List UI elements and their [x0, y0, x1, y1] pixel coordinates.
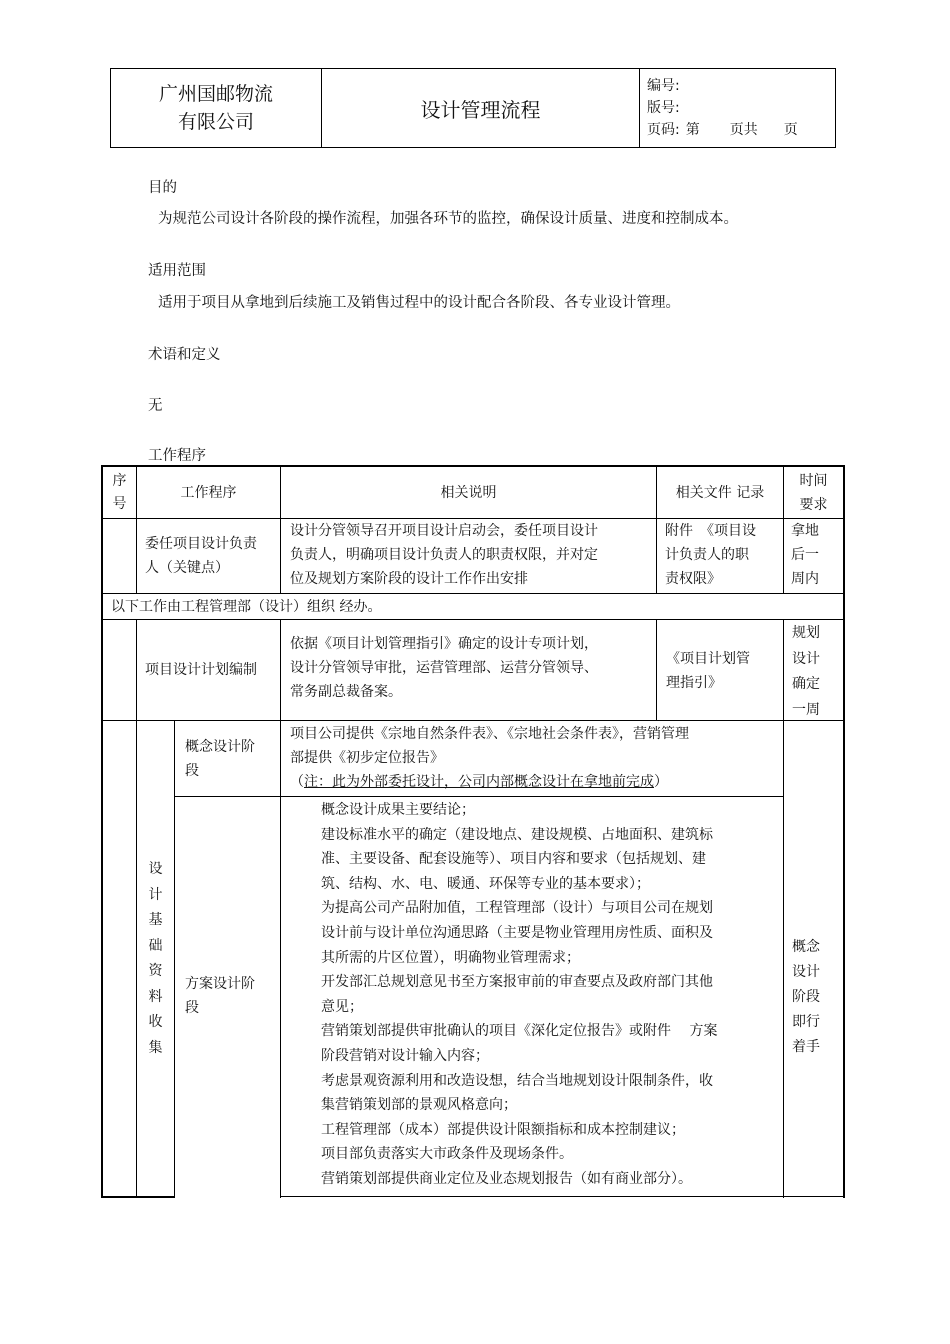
- header-time: [784, 467, 843, 518]
- row1-docs: [665, 519, 783, 591]
- row2-docs-line2: 理指引》: [666, 675, 722, 691]
- row1-procedure: [145, 519, 280, 593]
- row4-stage-line2: 段: [185, 1000, 199, 1016]
- row1-time-line1: 拿地: [791, 523, 819, 539]
- group-label-char5: 资: [148, 963, 163, 979]
- company-name-line1: 广州国邮物流: [158, 83, 273, 105]
- row1-description-line3: 位及规划方案阶段的设计工作作出安排: [290, 571, 528, 587]
- row4-description-line8: 开发部汇总规划意见书至方案报审前的审查要点及政府部门其他: [321, 974, 713, 991]
- row2-time-line1: 规划: [792, 625, 820, 641]
- row4-description-line2: 建设标准水平的确定（建设地点、建设规模、占地面积、建筑标: [321, 826, 713, 843]
- group-label-char8: 集: [148, 1039, 163, 1056]
- row2-description-line1: 依据《项目计划管理指引》确定的设计专项计划，: [290, 636, 598, 652]
- row3-note: [290, 770, 784, 794]
- company-name-line2: 有限公司: [177, 111, 254, 133]
- row3-description-line1: 项目公司提供《宗地自然条件表》、《宗地社会条件表》，营销管理: [290, 726, 689, 742]
- table-border-right: [843, 465, 845, 1198]
- row4-time-line4: 即行: [792, 1014, 820, 1030]
- row4-time-line5: 着手: [792, 1039, 820, 1055]
- purpose-title: 目的: [148, 180, 177, 196]
- row4-description-line6: 设计前与设计单位沟通思路（主要是物业管理用房性质、面积及: [321, 924, 713, 941]
- row4-description-line1: 概念设计成果主要结论；: [321, 802, 475, 818]
- purpose-text: 为规范公司设计各阶段的操作流程，加强各环节的监控，确保设计质量、进度和控制成本。: [158, 211, 738, 227]
- company-name: [111, 69, 322, 147]
- row4-description: [321, 798, 783, 1192]
- page-info: [647, 119, 832, 141]
- row4-description-line4: 筑、结构、水、电、暖通、环保等专业的基本要求）；: [321, 875, 650, 892]
- header-time-line2: 要求: [799, 496, 828, 513]
- row4-stage-line1: 方案设计阶: [185, 976, 255, 992]
- group-label-design-data-collection: [137, 857, 174, 1061]
- group-label-char6: 料: [148, 988, 163, 1005]
- col-line-group: [174, 721, 175, 1198]
- group-label-char4: 础: [148, 937, 163, 954]
- col-line-doc-b: [783, 620, 784, 1198]
- row2-procedure: 项目设计计划编制: [145, 662, 257, 678]
- procedure-table: [101, 465, 845, 1198]
- row2-time-line2: 设计: [792, 650, 820, 667]
- row4-description-line7: 其所需的片区位置），明确物业管理需求；: [321, 949, 580, 966]
- row1-description-line1: 设计分管领导召开项目设计启动会，委任项目设计: [290, 523, 598, 539]
- header-seq-line1: 序: [112, 472, 127, 489]
- row3-description: [290, 722, 784, 794]
- row1-time-line2: 后一: [791, 547, 819, 563]
- group-label-char1: 设: [148, 861, 163, 877]
- row2-description-line3: 常务副总裁备案。: [290, 684, 402, 700]
- table-border-bottom-left: [101, 1196, 174, 1198]
- note-row: 以下工作由工程管理部（设计）组织 经办。: [111, 598, 382, 615]
- row2-time-line4: 一周: [792, 701, 820, 718]
- row4-time-line1: 概念: [792, 939, 820, 955]
- row1-time: [791, 519, 843, 591]
- row4-description-line11: 阶段营销对设计输入内容；: [321, 1047, 489, 1064]
- page-ye: 页: [783, 122, 798, 138]
- row1-time-line3: 周内: [791, 571, 819, 587]
- row4-stage: [185, 972, 280, 1020]
- row4-time: [792, 935, 843, 1060]
- terms-text: 无: [148, 398, 163, 414]
- row4-description-line10: 营销策划部提供审批确认的项目《深化定位报告》或附件 方案: [321, 1023, 718, 1040]
- col-line-proc-b: [280, 620, 281, 1198]
- code-label: 编号:: [647, 78, 680, 94]
- row1-procedure-line2: 人（关键点）: [145, 560, 229, 576]
- document-title: 设计管理流程: [322, 69, 640, 147]
- row1-docs-line2: 计负责人的职: [665, 547, 749, 563]
- group-label-char7: 收: [148, 1014, 163, 1030]
- header-procedure: 工作程序: [180, 484, 237, 501]
- header-description: 相关说明: [440, 484, 497, 501]
- row4-description-line9: 意见；: [321, 998, 363, 1015]
- row4-description-line3: 准、主要设备、配套设施等）、项目内容和要求（包括规划、建: [321, 851, 706, 868]
- table-border-left: [101, 465, 103, 1198]
- row-line-3: [174, 796, 784, 797]
- row2-time-line3: 确定: [792, 676, 820, 692]
- row4-description-line16: 营销策划部提供商业定位及业态规划报告（如有商业部分）。: [321, 1170, 692, 1187]
- row3-stage-line1: 概念设计阶: [185, 739, 255, 755]
- page-di: 第: [685, 122, 700, 138]
- row2-time: [792, 621, 843, 723]
- header-seq-line2: 号: [112, 495, 127, 512]
- row1-procedure-line1: 委任项目设计负责: [145, 536, 257, 552]
- row1-description-line2: 负责人，明确项目设计负责人的职责权限，并对定: [290, 547, 598, 563]
- row3-stage-line2: 段: [185, 763, 199, 779]
- procedure-title: 工作程序: [148, 448, 206, 464]
- row2-description-line2: 设计分管领导审批，运营管理部、运营分管领导、: [290, 660, 598, 676]
- row4-description-line15: 项目部负责落实大市政条件及现场条件。: [321, 1146, 573, 1163]
- page-ye-gong: 页共: [729, 122, 758, 138]
- row1-description: [290, 519, 656, 591]
- table-border-bottom-right: [281, 1196, 845, 1197]
- terms-title: 术语和定义: [148, 347, 221, 363]
- row1-docs-line3: 责权限》: [665, 571, 721, 587]
- row3-stage: [185, 735, 280, 783]
- row1-docs-line1: 附件 《项目设: [665, 523, 756, 539]
- row4-time-line3: 阶段: [792, 989, 820, 1005]
- row-line-2: [101, 720, 845, 721]
- row3-description-line2: 部提供《初步定位报告》: [290, 750, 444, 766]
- document-header: [110, 68, 836, 148]
- row2-docs: [666, 647, 783, 695]
- row3-note-text: 注：此为外部委托设计，公司内部概念设计在拿地前完成: [304, 774, 654, 790]
- row3-note-close: ）: [654, 774, 668, 790]
- row4-time-line2: 设计: [792, 964, 820, 980]
- row4-description-line13: 集营销策划部的景观风格意向；: [321, 1097, 517, 1114]
- scope-text: 适用于项目从拿地到后续施工及销售过程中的设计配合各阶段、各专业设计管理。: [158, 295, 680, 311]
- scope-title: 适用范围: [148, 263, 206, 279]
- header-time-line1: 时间: [799, 472, 828, 489]
- version-label: 版号:: [647, 100, 680, 116]
- document-meta: [647, 75, 832, 141]
- row3-note-open: （: [290, 774, 304, 790]
- group-label-char3: 基: [148, 912, 163, 928]
- row2-docs-line1: 《项目计划管: [666, 651, 750, 667]
- header-docs: 相关文件 记录: [675, 484, 765, 501]
- group-label-char2: 计: [148, 886, 163, 903]
- row4-description-line5: 为提高公司产品附加值，工程管理部（设计）与项目公司在规划: [321, 900, 713, 917]
- header-seq: [103, 467, 136, 518]
- row4-description-line14: 工程管理部（成本）部提供设计限额指标和成本控制建议；: [321, 1121, 685, 1138]
- row2-description: [290, 632, 656, 704]
- row4-description-line12: 考虑景观资源利用和改造设想，结合当地规划设计限制条件，收: [321, 1072, 713, 1089]
- col-line-desc-b: [656, 620, 657, 721]
- page-label: 页码:: [647, 122, 680, 138]
